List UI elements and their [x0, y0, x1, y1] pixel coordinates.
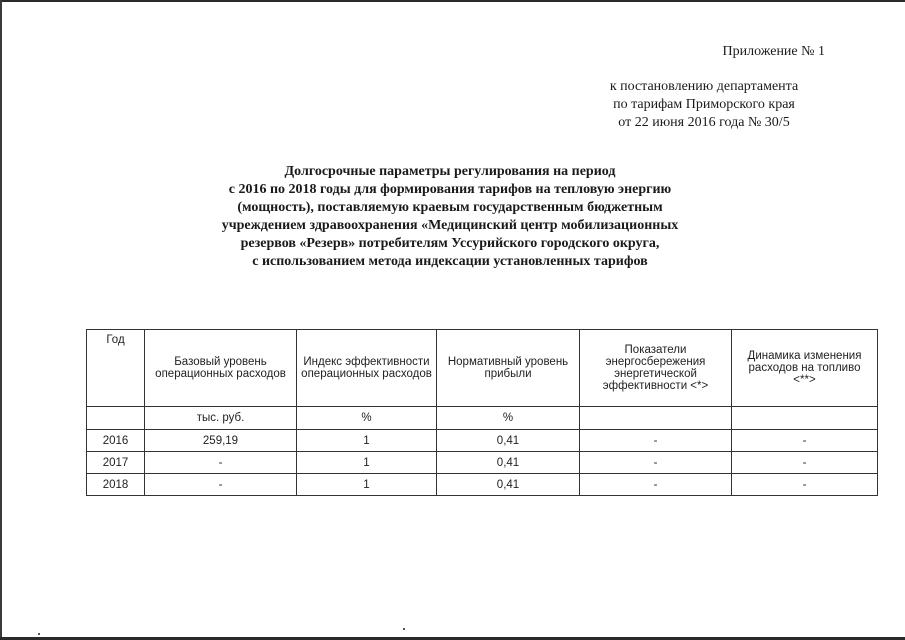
resolution-line: от 22 июня 2016 года № 30/5 [618, 115, 790, 130]
value-cell: - [580, 430, 732, 452]
unit-cell: тыс. руб. [145, 407, 297, 430]
unit-cell [732, 407, 878, 430]
header-energy-saving: Показатели энергосбережения энергетической эффективности <*> [580, 330, 732, 407]
unit-cell: % [437, 407, 580, 430]
resolution-reference [580, 78, 828, 132]
year-cell: 2018 [87, 474, 145, 496]
table-row [87, 474, 878, 496]
appendix-label: Приложение № 1 [722, 44, 825, 59]
table-units-row [87, 407, 878, 430]
unit-cell: % [297, 407, 437, 430]
parameters-table [86, 329, 878, 496]
unit-cell [87, 407, 145, 430]
value-cell: 0,41 [437, 474, 580, 496]
document-title [170, 163, 730, 271]
title-line: Долгосрочные параметры регулирования на период [284, 164, 616, 179]
scan-border-left [0, 0, 2, 640]
title-line: с 2016 по 2018 годы для формирования тарифов на тепловую энергию [228, 182, 672, 197]
scan-speck [403, 628, 405, 630]
resolution-line: по тарифам Приморского края [613, 97, 795, 112]
scan-speck [38, 633, 40, 635]
table-header-row [87, 330, 878, 407]
value-cell: - [732, 452, 878, 474]
value-cell: - [580, 474, 732, 496]
header-fuel-dynamics: Динамика изменения расходов на топливо <**> [732, 330, 878, 407]
title-line: резервов «Резерв» потребителям Уссурийского городского округа, [240, 236, 660, 251]
header-efficiency-index: Индекс эффективности операционных расходов [297, 330, 437, 407]
resolution-line: к постановлению департамента [609, 79, 799, 94]
value-cell: 0,41 [437, 430, 580, 452]
header-base-opex: Базовый уровень операционных расходов [145, 330, 297, 407]
value-cell: - [732, 430, 878, 452]
header-year: Год [87, 330, 145, 407]
title-line: с использованием метода индексации установленных тарифов [252, 254, 648, 269]
scan-border-top [0, 0, 905, 2]
table-row [87, 452, 878, 474]
value-cell: 1 [297, 430, 437, 452]
unit-cell [580, 407, 732, 430]
header-profit-level: Нормативный уровень прибыли [437, 330, 580, 407]
value-cell: 0,41 [437, 452, 580, 474]
value-cell: - [580, 452, 732, 474]
value-cell: - [145, 452, 297, 474]
value-cell: - [145, 474, 297, 496]
title-line: (мощность), поставляемую краевым государственным бюджетным [237, 200, 663, 215]
year-cell: 2017 [87, 452, 145, 474]
value-cell: - [732, 474, 878, 496]
table-row [87, 430, 878, 452]
year-cell: 2016 [87, 430, 145, 452]
value-cell: 1 [297, 474, 437, 496]
title-line: учреждением здравоохранения «Медицинский центр мобилизационных [221, 218, 679, 233]
value-cell: 259,19 [145, 430, 297, 452]
value-cell: 1 [297, 452, 437, 474]
